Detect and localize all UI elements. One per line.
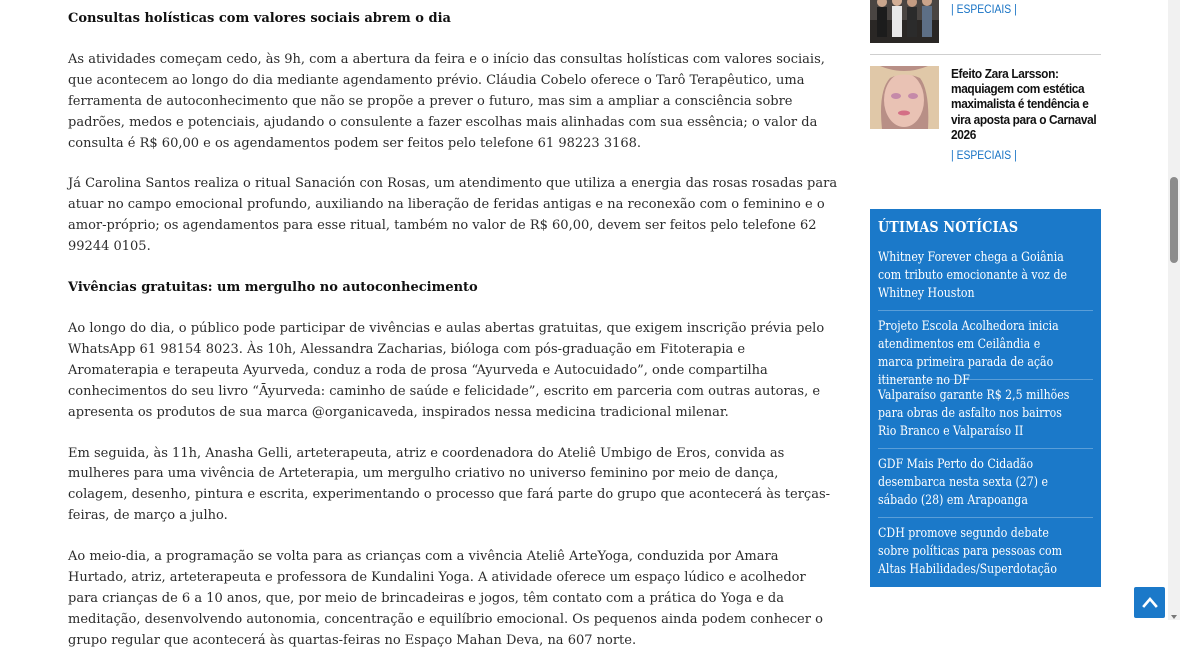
latest-news-link[interactable]: Projeto Escola Acolhedora inicia atendimentos em Ceilândia e marca primeira parada de ação itinerante no DF — [878, 319, 1059, 388]
section-heading-vivencias: Vivências gratuitas: um mergulho no autoconhecimento — [68, 280, 478, 296]
article-paragraph: As atividades começam cedo, às 9h, com a abertura da feira e o início das consultas holísticas com valores sociais, que acontecem ao longo do dia mediante agendamento prévio. Cláudia Cobelo oferece o Tarô Terapêutico, uma ferramenta de autoconhecimento que não se propõe a prever o futuro, mas sim a ampliar a consciência sobre padrões, medos e potenciais, ajudando o consulente a fazer escolhas mais alinhadas com sua essência; o valor da consulta é R$ 60,00 e os agendamentos podem ser feitos pelo telefone 61 98223 3168. — [68, 51, 825, 151]
card-title[interactable]: Efeito Zara Larsson: maquiagem com estética maximalista é tendência e vira aposta para o Carnaval 2026 — [951, 66, 1097, 142]
article-paragraph: Ao meio-dia, a programação se volta para as crianças com a vivência Ateliê ArteYoga, conduzida por Amara Hurtado, atriz, arteterapeuta e professora de Kundalini Yoga. A atividade oferece um espaço lúdico e acolhedor para crianças de 6 a 10 anos, que, por meio de brincadeiras e jogos, têm contato com a prática do Yoga e da meditação, desenvolvendo autonomia, concentração e equilíbrio emocional. Os pequenos ainda podem conhecer o grupo regular que acontecerá às quartas-feiras no Espaço Mahan Deva, na 607 norte. — [68, 549, 823, 648]
article-paragraph: Já Carolina Santos realiza o ritual Sanación con Rosas, um atendimento que utiliza a energia das rosas rosadas para atuar no campo emocional profundo, auxiliando na liberação de feridas antigas e na reconexão com o feminino e o amor-próprio; os agendamentos para esse ritual, também no valor de R$ 60,00, devem ser feitos pelo telefone 62 99244 0105. — [68, 176, 838, 255]
scrollbar-thumb[interactable] — [1170, 177, 1178, 263]
latest-news-link[interactable]: GDF Mais Perto do Cidadão desembarca nesta sexta (27) e sábado (28) em Arapoanga — [878, 457, 1049, 508]
sidebar-divider — [870, 54, 1101, 55]
back-to-top-button[interactable] — [1134, 587, 1165, 618]
chevron-up-icon — [1142, 593, 1158, 612]
latest-news-box — [870, 209, 1101, 587]
sidebar-card-recanto[interactable] — [870, 0, 1101, 43]
news-separator — [878, 517, 1093, 518]
card-category-tag[interactable]: | ESPECIAIS | — [951, 4, 1017, 17]
latest-news-heading: ÚTIMAS NOTÍCIAS — [878, 218, 1019, 236]
card-thumbnail[interactable] — [870, 0, 939, 43]
article-paragraph: Ao longo do dia, o público pode participar de vivências e aulas abertas gratuitas, que exigem inscrição prévia pelo WhatsApp 61 98154 8023. Às 10h, Alessandra Zacharias, bióloga com pós-graduação em Fitoterapia e Aromaterapia e terapeuta Ayurveda, conduz a roda de prosa “Ayurveda e Autocuidado”, onde compartilha conhecimentos do seu livro “Āyurveda: caminho de saúde e felicidade”, escrito em parceria com outras autoras, e apresenta os produtos de sua marca @organicaveda, inspirados nessa medicina tradicional milenar. — [68, 320, 825, 420]
latest-news-link[interactable]: CDH promove segundo debate sobre políticas para pessoas com Altas Habilidades/Superdotação — [878, 526, 1063, 577]
scrollbar-track[interactable] — [1168, 0, 1180, 620]
article-paragraph: Em seguida, às 11h, Anasha Gelli, arteterapeuta, atriz e coordenadora do Ateliê Umbigo de Eros, convida as mulheres para uma vivência de Arteterapia, um mergulho criativo no universo feminino por meio de dança, colagem, desenho, pintura e escrita, experimentando o processo que fará parte do grupo que acontecerá às terças-feiras, de março a julho. — [68, 445, 831, 524]
sidebar-card-zara[interactable] — [870, 66, 1101, 166]
card-category-tag[interactable]: | ESPECIAIS | — [951, 150, 1017, 163]
card-thumbnail[interactable] — [870, 66, 939, 129]
latest-news-link[interactable]: Whitney Forever chega a Goiânia com tributo emocionante à voz de Whitney Houston — [878, 250, 1067, 301]
section-heading-consultas: Consultas holísticas com valores sociais abrem o dia — [68, 11, 451, 26]
article-body — [68, 9, 838, 672]
news-separator — [878, 379, 1093, 380]
scroll-down-arrow-icon[interactable] — [1169, 607, 1179, 617]
latest-news-link[interactable]: Valparaíso garante R$ 2,5 milhões para obras de asfalto nos bairros Rio Branco e Valparaíso II — [878, 388, 1070, 439]
news-separator — [878, 310, 1093, 311]
news-separator — [878, 448, 1093, 449]
